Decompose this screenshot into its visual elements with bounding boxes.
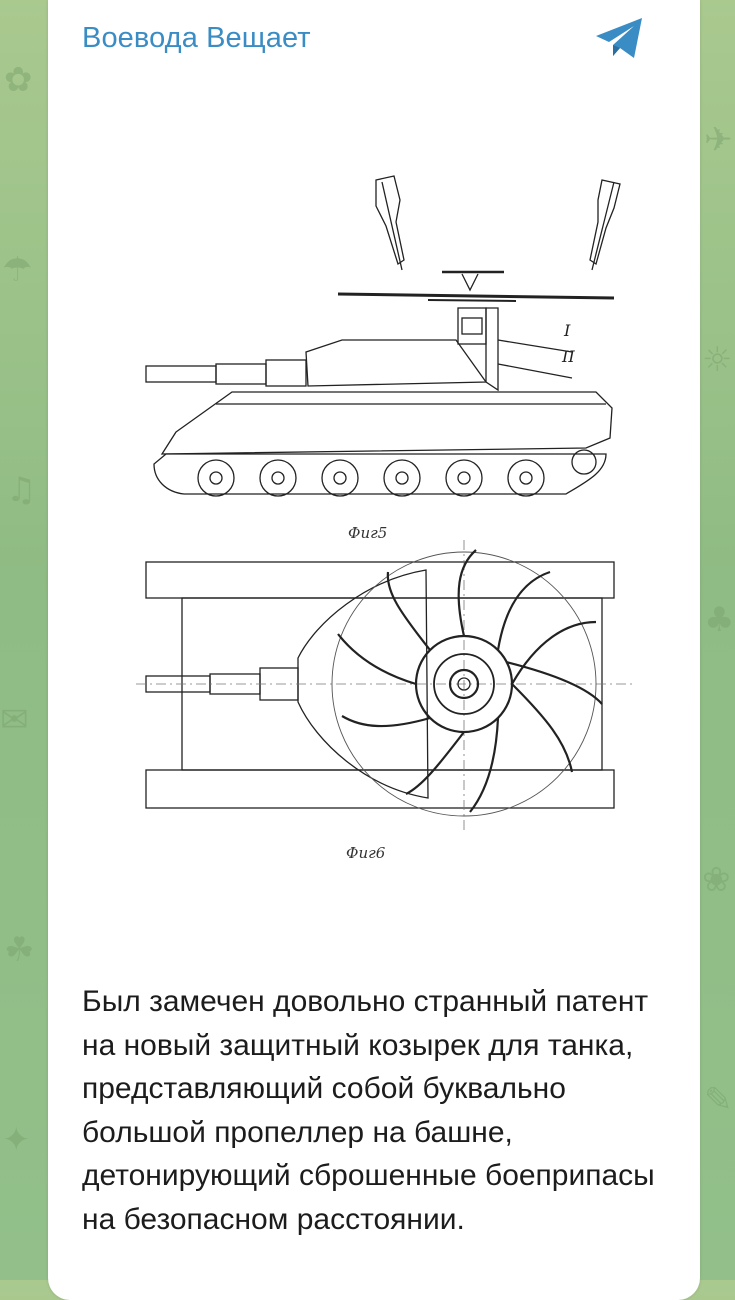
tank-side-view: [146, 340, 612, 496]
munition-left: [376, 176, 404, 270]
road-wheels: [198, 450, 596, 496]
tank-top-view: [136, 540, 636, 832]
background-doodle-icon: ✉: [0, 700, 29, 740]
background-doodle-icon: ✦: [2, 1120, 31, 1160]
callout-label-2: II: [562, 347, 575, 366]
background-doodle-icon: ☂: [2, 250, 33, 290]
background-doodle-icon: ✈: [704, 120, 733, 160]
fig6-caption: Фиг6: [346, 844, 386, 862]
background-doodle-icon: ☘: [4, 930, 35, 970]
message-text: Был замечен довольно странный патент на новый защитный козырек для танка, представляющий собой буквально большой пропеллер на башне, детонирующий сброшенные боеприпасы на безопасном расстоянии.: [82, 985, 655, 1236]
background-doodle-icon: ❀: [702, 860, 731, 900]
channel-name[interactable]: Воевода Вещает: [82, 22, 311, 54]
message-card: [48, 0, 700, 1300]
patent-drawing-image[interactable]: [66, 82, 680, 952]
background-doodle-icon: ✿: [4, 60, 33, 100]
propeller-side-view: [338, 272, 614, 390]
munition-right: [590, 180, 620, 270]
fig5-caption: Фиг5: [348, 524, 388, 542]
channel-header: [82, 18, 682, 58]
propeller-blades: [338, 550, 602, 812]
background-doodle-icon: ✎: [704, 1080, 733, 1120]
callout-label-1: I: [564, 321, 571, 340]
background-doodle-icon: ☼: [702, 340, 733, 380]
background-doodle-icon: ♫: [6, 470, 37, 510]
telegram-icon[interactable]: [594, 16, 646, 60]
patent-drawing: [66, 82, 680, 952]
background-doodle-icon: ♣: [704, 600, 735, 640]
